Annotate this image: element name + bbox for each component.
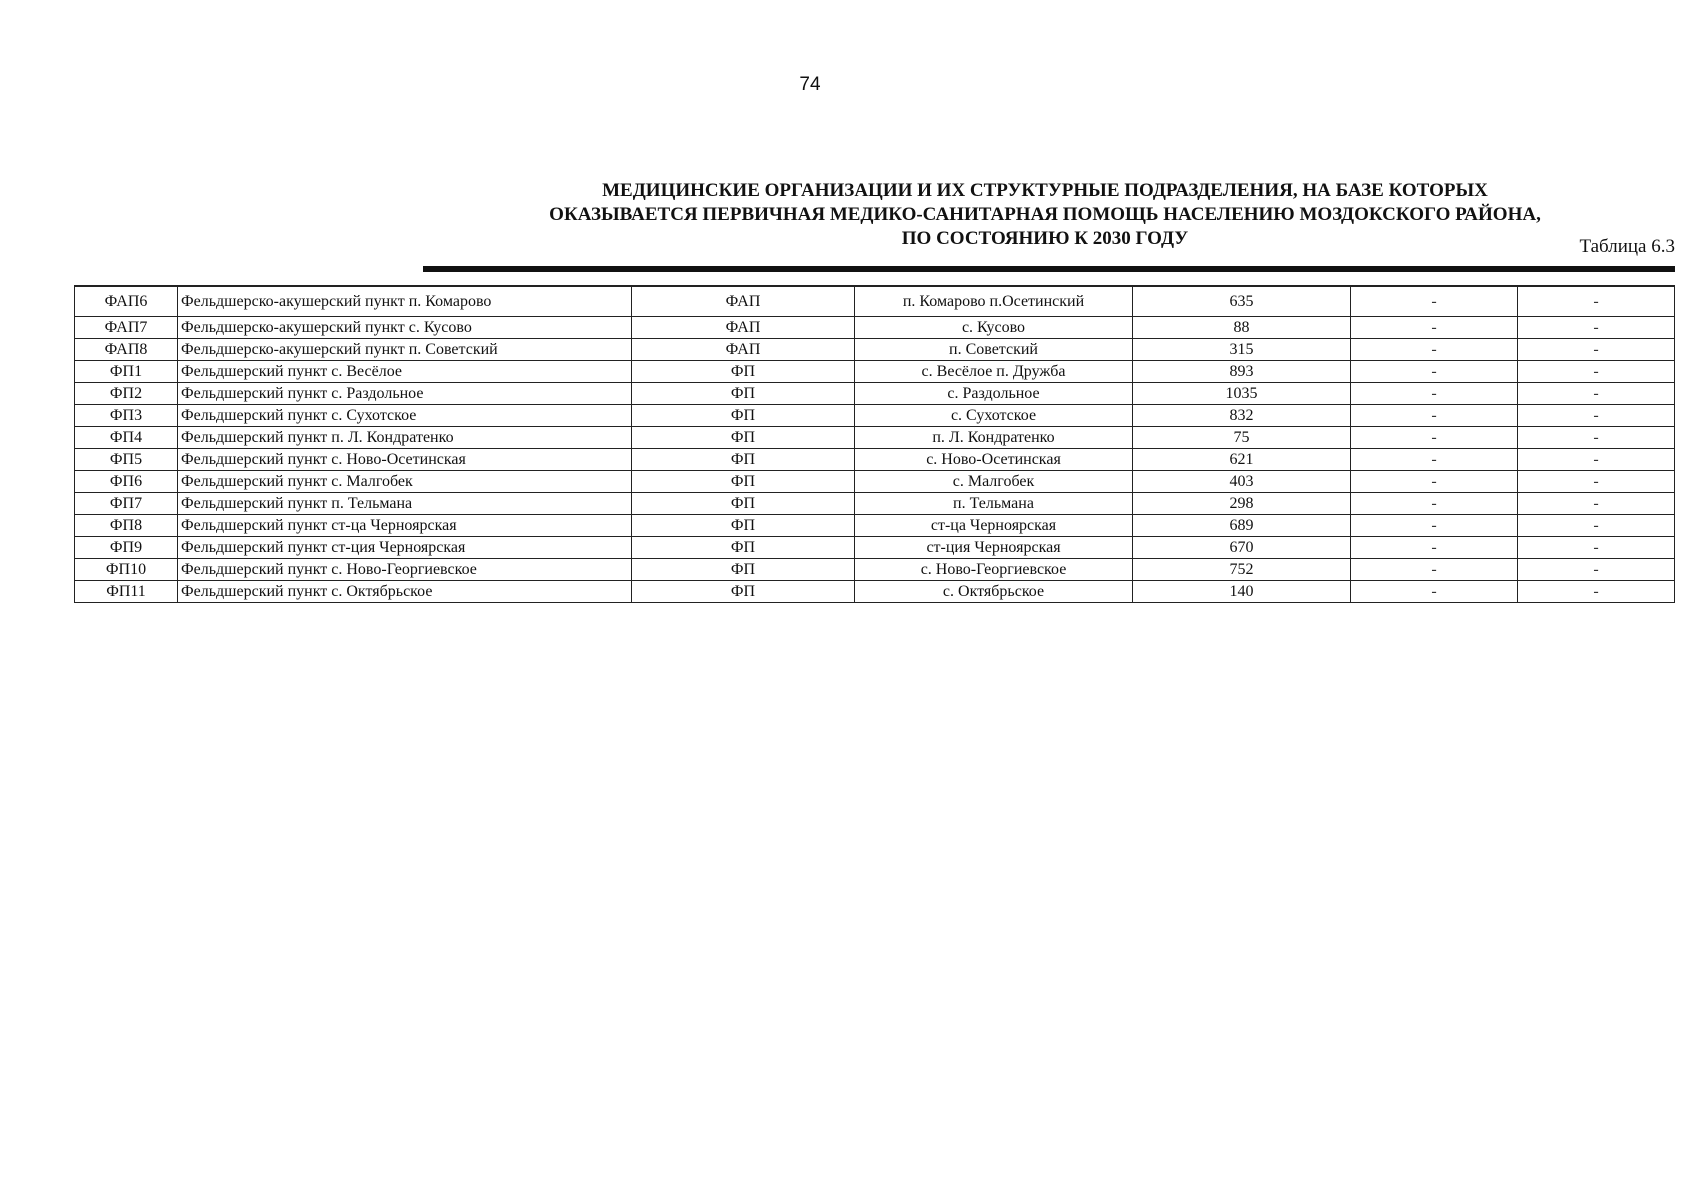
value-cell: - [1351, 559, 1518, 581]
facility-name-cell: Фельдшерский пункт п. Тельмана [178, 493, 632, 515]
value-cell: - [1351, 361, 1518, 383]
table-row [75, 361, 1675, 383]
value-cell: - [1351, 339, 1518, 361]
facility-name-cell: Фельдшерский пункт с. Весёлое [178, 361, 632, 383]
value-cell: - [1518, 449, 1675, 471]
facility-code-cell: ФП1 [75, 361, 178, 383]
settlement-cell: п. Комарово п.Осетинский [855, 286, 1133, 317]
value-cell: - [1518, 581, 1675, 603]
settlement-cell: с. Сухотское [855, 405, 1133, 427]
population-cell: 298 [1133, 493, 1351, 515]
facility-code-cell: ФП9 [75, 537, 178, 559]
settlement-cell: с. Кусово [855, 317, 1133, 339]
facility-name-cell: Фельдшерский пункт с. Раздольное [178, 383, 632, 405]
value-cell: - [1351, 286, 1518, 317]
settlement-cell: с. Малгобек [855, 471, 1133, 493]
facility-name-cell: Фельдшерский пункт с. Ново-Георгиевское [178, 559, 632, 581]
facility-type-cell: ФП [632, 405, 855, 427]
settlement-cell: с. Ново-Георгиевское [855, 559, 1133, 581]
facility-code-cell: ФП7 [75, 493, 178, 515]
facility-name-cell: Фельдшерский пункт п. Л. Кондратенко [178, 427, 632, 449]
title-line: ОКАЗЫВАЕТСЯ ПЕРВИЧНАЯ МЕДИКО-САНИТАРНАЯ ПОМОЩЬ НАСЕЛЕНИЮ МОЗДОКСКОГО РАЙОНА, [549, 204, 1541, 225]
facility-type-cell: ФП [632, 383, 855, 405]
value-cell: - [1518, 383, 1675, 405]
page-number: 74 [799, 74, 821, 95]
population-cell: 140 [1133, 581, 1351, 603]
table-row [75, 427, 1675, 449]
title-line: МЕДИЦИНСКИЕ ОРГАНИЗАЦИИ И ИХ СТРУКТУРНЫЕ ПОДРАЗДЕЛЕНИЯ, НА БАЗЕ КОТОРЫХ [602, 180, 1488, 201]
settlement-cell: с. Весёлое п. Дружба [855, 361, 1133, 383]
header-rule [423, 266, 1675, 272]
facility-name-cell: Фельдшерско-акушерский пункт п. Комарово [178, 286, 632, 317]
population-cell: 315 [1133, 339, 1351, 361]
table-row [75, 471, 1675, 493]
facility-type-cell: ФП [632, 559, 855, 581]
population-cell: 832 [1133, 405, 1351, 427]
facility-code-cell: ФАП8 [75, 339, 178, 361]
facility-type-cell: ФП [632, 449, 855, 471]
table-row [75, 493, 1675, 515]
value-cell: - [1351, 581, 1518, 603]
table-row [75, 383, 1675, 405]
table-row [75, 339, 1675, 361]
value-cell: - [1351, 537, 1518, 559]
value-cell: - [1351, 317, 1518, 339]
facility-type-cell: ФП [632, 361, 855, 383]
population-cell: 670 [1133, 537, 1351, 559]
value-cell: - [1518, 471, 1675, 493]
population-cell: 635 [1133, 286, 1351, 317]
value-cell: - [1351, 493, 1518, 515]
table-row [75, 581, 1675, 603]
facility-code-cell: ФАП6 [75, 286, 178, 317]
value-cell: - [1518, 317, 1675, 339]
title-line: ПО СОСТОЯНИЮ К 2030 ГОДУ [901, 228, 1189, 249]
facility-code-cell: ФП2 [75, 383, 178, 405]
value-cell: - [1351, 427, 1518, 449]
facility-code-cell: ФП10 [75, 559, 178, 581]
population-cell: 75 [1133, 427, 1351, 449]
facility-name-cell: Фельдшерско-акушерский пункт п. Советский [178, 339, 632, 361]
facility-type-cell: ФАП [632, 317, 855, 339]
facility-type-cell: ФАП [632, 286, 855, 317]
settlement-cell: с. Октябрьское [855, 581, 1133, 603]
table-body [75, 286, 1675, 603]
value-cell: - [1518, 405, 1675, 427]
facilities-table [74, 285, 1675, 603]
settlement-cell: с. Ново-Осетинская [855, 449, 1133, 471]
facility-code-cell: ФАП7 [75, 317, 178, 339]
table-label: Таблица 6.3 [1579, 236, 1675, 257]
facility-name-cell: Фельдшерский пункт с. Ново-Осетинская [178, 449, 632, 471]
value-cell: - [1518, 537, 1675, 559]
table-row [75, 537, 1675, 559]
value-cell: - [1518, 559, 1675, 581]
facility-name-cell: Фельдшерский пункт с. Октябрьское [178, 581, 632, 603]
population-cell: 689 [1133, 515, 1351, 537]
table-row [75, 515, 1675, 537]
population-cell: 893 [1133, 361, 1351, 383]
population-cell: 1035 [1133, 383, 1351, 405]
facility-type-cell: ФП [632, 471, 855, 493]
value-cell: - [1518, 515, 1675, 537]
table-row [75, 317, 1675, 339]
population-cell: 403 [1133, 471, 1351, 493]
settlement-cell: п. Л. Кондратенко [855, 427, 1133, 449]
table-row [75, 405, 1675, 427]
value-cell: - [1518, 339, 1675, 361]
facility-name-cell: Фельдшерско-акушерский пункт с. Кусово [178, 317, 632, 339]
settlement-cell: ст-ция Черноярская [855, 537, 1133, 559]
table-row [75, 286, 1675, 317]
facility-type-cell: ФП [632, 537, 855, 559]
value-cell: - [1351, 471, 1518, 493]
table-row [75, 449, 1675, 471]
value-cell: - [1351, 405, 1518, 427]
facility-code-cell: ФП5 [75, 449, 178, 471]
value-cell: - [1351, 515, 1518, 537]
facility-name-cell: Фельдшерский пункт с. Малгобек [178, 471, 632, 493]
population-cell: 752 [1133, 559, 1351, 581]
value-cell: - [1518, 361, 1675, 383]
settlement-cell: с. Раздольное [855, 383, 1133, 405]
facility-name-cell: Фельдшерский пункт ст-ца Черноярская [178, 515, 632, 537]
value-cell: - [1351, 383, 1518, 405]
facility-code-cell: ФП6 [75, 471, 178, 493]
population-cell: 621 [1133, 449, 1351, 471]
facility-code-cell: ФП11 [75, 581, 178, 603]
table-row [75, 559, 1675, 581]
facility-type-cell: ФП [632, 427, 855, 449]
value-cell: - [1518, 427, 1675, 449]
settlement-cell: п. Тельмана [855, 493, 1133, 515]
facility-type-cell: ФАП [632, 339, 855, 361]
facility-type-cell: ФП [632, 493, 855, 515]
value-cell: - [1518, 286, 1675, 317]
facility-name-cell: Фельдшерский пункт ст-ция Черноярская [178, 537, 632, 559]
facility-code-cell: ФП3 [75, 405, 178, 427]
facility-code-cell: ФП4 [75, 427, 178, 449]
facility-type-cell: ФП [632, 515, 855, 537]
value-cell: - [1518, 493, 1675, 515]
settlement-cell: ст-ца Черноярская [855, 515, 1133, 537]
facility-code-cell: ФП8 [75, 515, 178, 537]
value-cell: - [1351, 449, 1518, 471]
document-title [420, 179, 1670, 251]
population-cell: 88 [1133, 317, 1351, 339]
facility-name-cell: Фельдшерский пункт с. Сухотское [178, 405, 632, 427]
settlement-cell: п. Советский [855, 339, 1133, 361]
facility-type-cell: ФП [632, 581, 855, 603]
